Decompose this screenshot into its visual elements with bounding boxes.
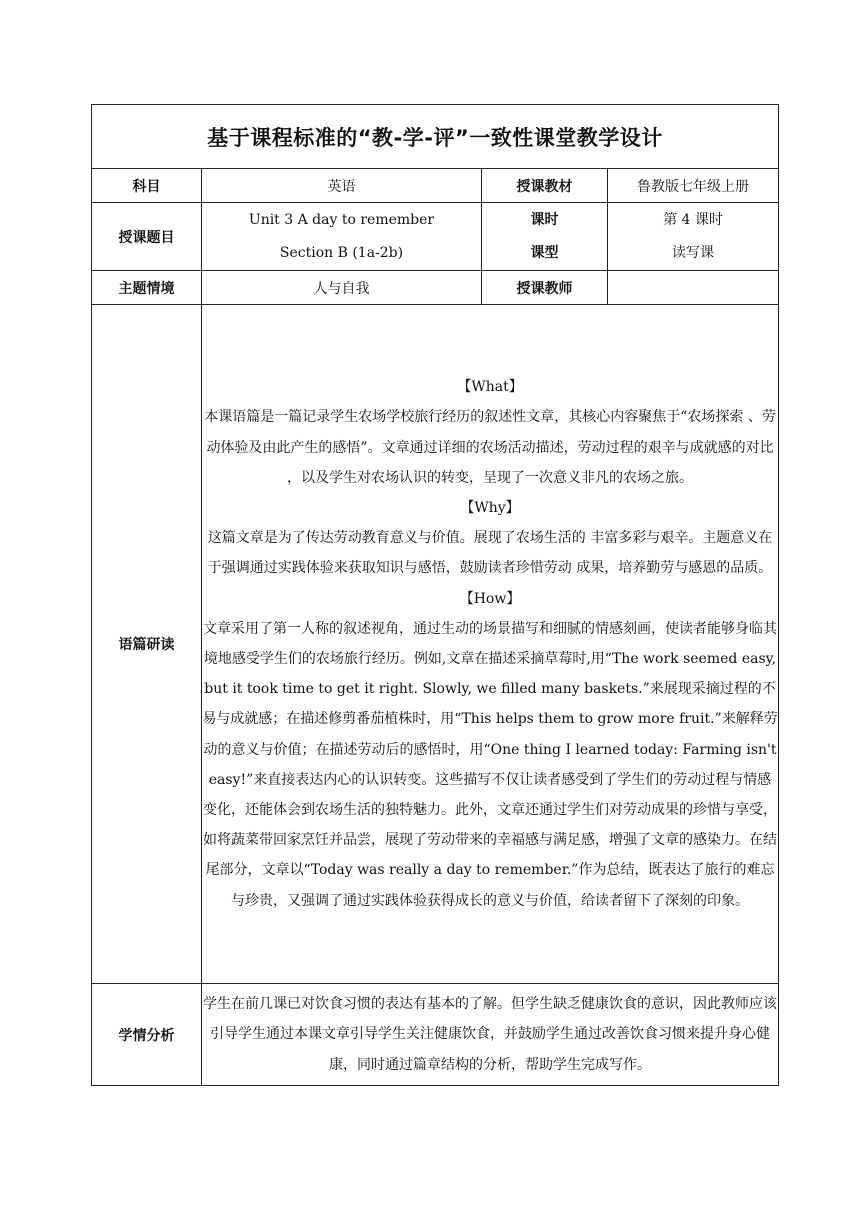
analysis-content xyxy=(202,305,779,984)
analysis-label: 语篇研读 xyxy=(92,305,202,984)
subject-label: 科目 xyxy=(92,169,202,203)
how-text: 文章采用了第一人称的叙述视角，通过生动的场景描写和细腻的情感刻画，使读者能够身临其境地感受学生们的农场旅行经历。例如,文章在描述采摘草莓时,用“The work seemed easy, but it took time to get it right. Slowly, we filled many baskets.”来展现采摘过程的不易与成就感；在描述修剪番茄植株时，用“This helps them to grow more fruit.”来解释劳动的意义与价值；在描述劳动后的感悟时，用“One thing I learned today: Farming isn't easy!”来直接表达内心的认识转变。这些描写不仅让读者感受到了学生们的劳动过程与情感变化，还能体会到农场生活的独特魅力。此外，文章还通过学生们对劳动成果的珍惜与享受，如将蔬菜带回家烹饪并品尝，展现了劳动带来的幸福感与满足感，增强了文章的感染力。在结尾部分，文章以“Today was really a day to remember.”作为总结，既表达了旅行的难忘与珍贵，又强调了通过实践体验获得成长的意义与价值，给读者留下了深刻的印象。 xyxy=(202,620,778,909)
teacher-label: 授课教师 xyxy=(482,271,608,305)
topic-line-2: Section B (1a-2b) xyxy=(279,244,404,261)
what-heading: 【What】 xyxy=(457,379,523,396)
textbook-value: 鲁教版七年级上册 xyxy=(608,169,779,203)
learner-label: 学情分析 xyxy=(92,984,202,1086)
theme-value: 人与自我 xyxy=(202,271,482,305)
lesson-design-table xyxy=(91,104,779,1086)
period-type-values xyxy=(608,203,779,271)
subject-value: 英语 xyxy=(202,169,482,203)
learner-text: 学生在前几课已对饮食习惯的表达有基本的了解。但学生缺乏健康饮食的意识，因此教师应该引导学生通过本课文章引导学生关注健康饮食，并鼓励学生通过改善饮食习惯来提升身心健康，同时通过篇章结构的分析，帮助学生完成写作。 xyxy=(203,995,778,1073)
period-value: 第 4 课时 xyxy=(663,211,723,228)
why-heading: 【Why】 xyxy=(460,499,520,516)
teacher-value xyxy=(608,271,779,305)
theme-label: 主题情境 xyxy=(92,271,202,305)
period-label: 课时 xyxy=(530,211,559,228)
learner-content xyxy=(202,984,779,1086)
document-title: 基于课程标准的“教-学-评”一致性课堂教学设计 xyxy=(92,105,779,169)
type-label: 课型 xyxy=(530,244,559,261)
topic-label: 授课题目 xyxy=(92,203,202,271)
why-text: 这篇文章是为了传达劳动教育意义与价值。展现了农场生活的 丰富多彩与艰辛。主题意义在于强调通过实践体验来获取知识与感悟，鼓励读者珍惜劳动 成果，培养勤劳与感恩的品质。 xyxy=(207,530,773,577)
how-heading: 【How】 xyxy=(459,590,521,607)
what-text: 本课语篇是一篇记录学生农场学校旅行经历的叙述性文章，其核心内容聚焦于“农场探索 、劳动体验及由此产生的感悟”。文章通过详细的农场活动描述，劳动过程的艰辛与成就感的对比 ，以及学生对农场认识的转变，呈现了一次意义非凡的农场之旅。 xyxy=(204,409,776,486)
period-type-labels xyxy=(482,203,608,271)
textbook-label: 授课教材 xyxy=(482,169,608,203)
type-value: 读写课 xyxy=(672,244,715,261)
topic-line-1: Unit 3 A day to remember xyxy=(248,211,435,228)
topic-value xyxy=(202,203,482,271)
